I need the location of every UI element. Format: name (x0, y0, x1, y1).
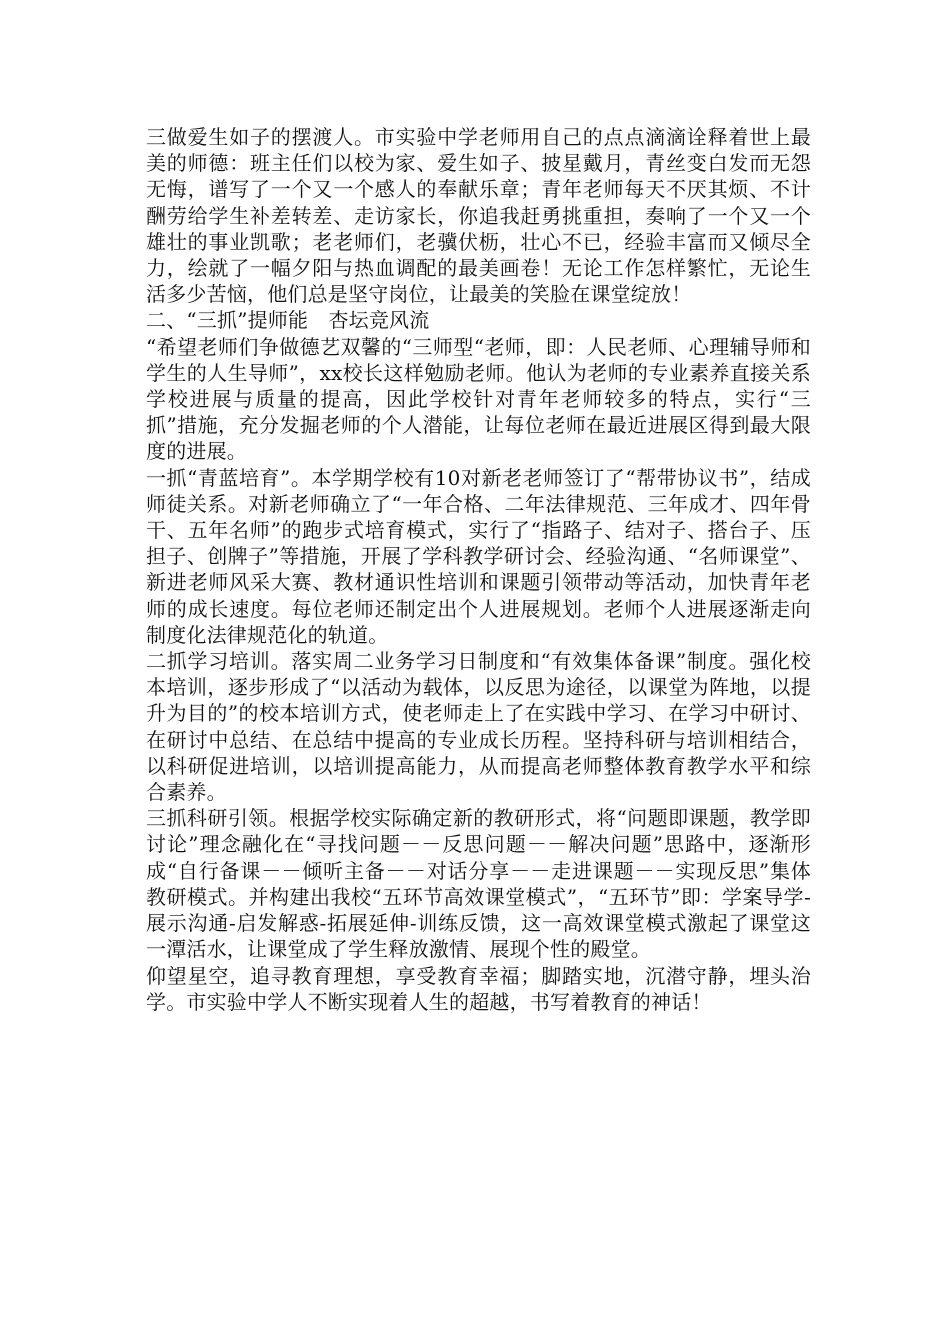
paragraph-first-measure: 一抓“青蓝培育”。本学期学校有10对新老老师签订了“帮带协议书”，结成师徒关系。对新老师确立了“一年合格、二年法律规范、三年成才、四年骨干、五年名师”的跑步式培育模式，实行了“指路子、结对子、搭台子、压担子、创牌子”等措施，开展了学科教学研讨会、经验沟通、“名师课堂”、新进老师风采大赛、教材通识性培训和课题引领带动等活动，加快青年老师的成长速度。每位老师还制定出个人进展规划。老师个人进展逐渐走向制度化法律规范化的轨道。 (146, 465, 811, 647)
document-body (146, 124, 811, 1015)
paragraph-intro: 三做爱生如子的摆渡人。市实验中学老师用自己的点点滴滴诠释着世上最美的师德：班主任们以校为家、爱生如子、披星戴月，青丝变白发而无怨无悔，谱写了一个又一个感人的奉献乐章；青年老师每天不厌其烦、不计酬劳给学生补差转差、走访家长，你追我赶勇挑重担，奏响了一个又一个雄壮的事业凯歌；老老师们，老骥伏枥，壮心不已，经验丰富而又倾尽全力，绘就了一幅夕阳与热血调配的最美画卷！无论工作怎样繁忙，无论生活多少苦恼，他们总是坚守岗位，让最美的笑脸在课堂绽放！ (146, 125, 811, 307)
section-heading: 二、“三抓”提师能 杏坛竞风流 (146, 308, 430, 333)
paragraph-principal-quote: “希望老师们争做德艺双馨的“三师型“老师，即：人民老师、心理辅导师和学生的人生导师”，xx校长这样勉励老师。他认为老师的专业素养直接关系学校进展与质量的提高，因此学校针对青年老师较多的特点，实行“三抓”措施，充分发掘老师的个人潜能，让每位老师在最近进展区得到最大限度的进展。 (146, 334, 811, 464)
paragraph-second-measure: 二抓学习培训。落实周二业务学习日制度和“有效集体备课”制度。强化校本培训，逐步形成了“以活动为载体，以反思为途径，以课堂为阵地，以提升为目的”的校本培训方式，使老师走上了在实践中学习、在学习中研讨、在研讨中总结、在总结中提高的专业成长历程。坚持科研与培训相结合，以科研促进培训，以培训提高能力，从而提高老师整体教育教学水平和综合素养。 (146, 649, 811, 805)
paragraph-conclusion: 仰望星空，追寻教育理想，享受教育幸福；脚踏实地，沉潜守静，埋头治学。市实验中学人不断实现着人生的超越，书写着教育的神话！ (146, 963, 811, 1014)
paragraph-third-measure: 三抓科研引领。根据学校实际确定新的教研形式，将“问题即课题，教学即讨论”理念融化在“寻找问题－－反思问题－－解决问题”思路中，逐渐形成“自行备课－－倾听主备－－对话分享－－走进课题－－实现反思”集体教研模式。并构建出我校“五环节高效课堂模式”，“五环节”即：学案导学-展示沟通-启发解惑-拓展延伸-训练反馈，这一高效课堂模式激起了课堂这一潭活水，让课堂成了学生释放激情、展现个性的殿堂。 (146, 806, 811, 962)
